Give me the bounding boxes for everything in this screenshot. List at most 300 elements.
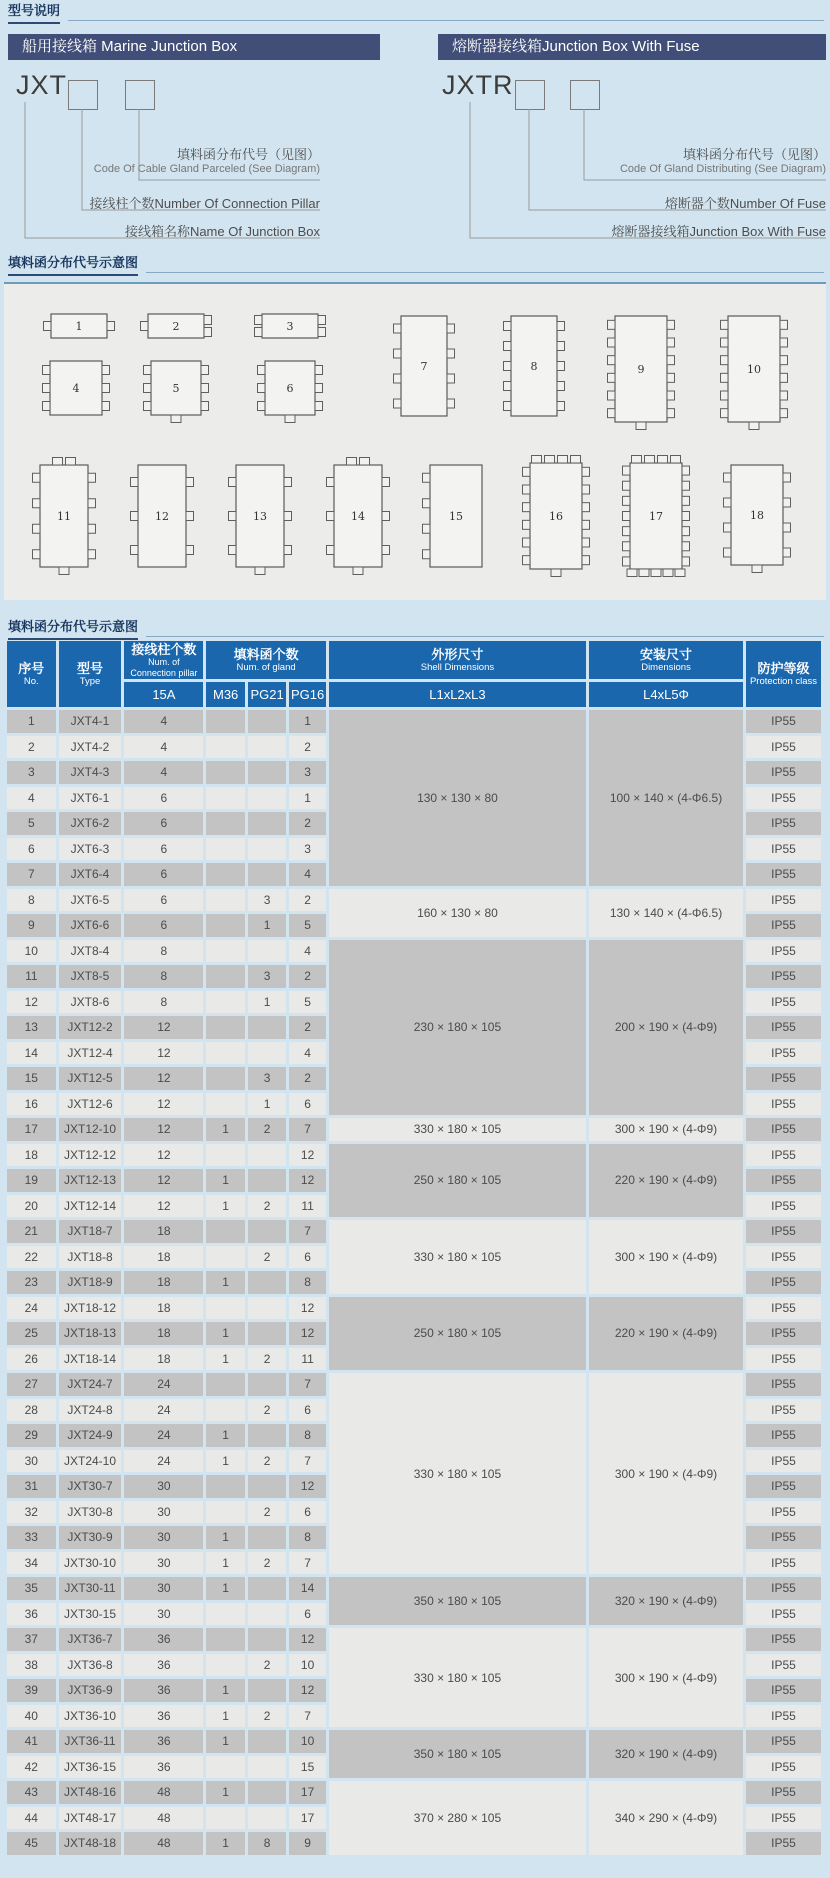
- cell-pg16: 12: [289, 1322, 325, 1345]
- diagram-section-title: 填料函分布代号示意图: [8, 252, 138, 276]
- row-type: JXT12-4: [59, 1042, 122, 1065]
- mounting-dimension-cell: 300 × 190 × (4-Φ9): [589, 1118, 743, 1141]
- cell-m36: [206, 787, 244, 810]
- protection-class-cell: IP55: [746, 1628, 821, 1651]
- row-type: JXT4-1: [59, 710, 122, 733]
- mounting-dimension-cell: 320 × 190 × (4-Φ9): [589, 1577, 743, 1625]
- mounting-dimension-cell: 320 × 190 × (4-Φ9): [589, 1730, 743, 1778]
- gland-layout-diagram-10: [720, 308, 788, 435]
- mounting-dimension-cell: 300 × 190 × (4-Φ9): [589, 1373, 743, 1574]
- cell-pg21: [248, 1628, 286, 1651]
- cell-pg16: 5: [289, 991, 325, 1014]
- shell-dimension-cell: 330 × 180 × 105: [329, 1628, 586, 1727]
- gland-diagram-panel: [4, 282, 826, 600]
- cell-15a: 18: [124, 1348, 203, 1371]
- cell-pg21: 1: [248, 1093, 286, 1116]
- cell-pg16: 2: [289, 1067, 325, 1090]
- cell-m36: [206, 1297, 244, 1320]
- cell-15a: 24: [124, 1450, 203, 1473]
- svg-text:13: 13: [253, 510, 267, 523]
- row-type: JXT48-17: [59, 1807, 122, 1830]
- row-type: JXT6-5: [59, 889, 122, 912]
- protection-class-cell: IP55: [746, 736, 821, 759]
- svg-text:10: 10: [747, 363, 761, 376]
- row-type: JXT4-2: [59, 736, 122, 759]
- cell-m36: [206, 1628, 244, 1651]
- cell-15a: 36: [124, 1756, 203, 1779]
- mounting-dimension-cell: 220 × 190 × (4-Φ9): [589, 1297, 743, 1371]
- protection-class-cell: IP55: [746, 940, 821, 963]
- row-no: 42: [7, 1756, 56, 1779]
- cell-15a: 24: [124, 1424, 203, 1447]
- gland-layout-diagram-6: [257, 353, 323, 428]
- cell-15a: 30: [124, 1552, 203, 1575]
- cell-m36: [206, 761, 244, 784]
- cell-pg21: 2: [248, 1450, 286, 1473]
- row-type: JXT4-3: [59, 761, 122, 784]
- cell-15a: 24: [124, 1373, 203, 1396]
- cell-pg16: 17: [289, 1807, 325, 1830]
- cell-pg21: [248, 1807, 286, 1830]
- row-no: 32: [7, 1501, 56, 1524]
- label-gland-code-zh: 填料函分布代号（见图）: [176, 147, 320, 162]
- row-type: JXT18-14: [59, 1348, 122, 1371]
- cell-m36: [206, 812, 244, 835]
- row-no: 33: [7, 1526, 56, 1549]
- svg-text:16: 16: [549, 510, 563, 523]
- cell-m36: 1: [206, 1450, 244, 1473]
- svg-text:12: 12: [155, 510, 169, 523]
- row-type: JXT30-15: [59, 1603, 122, 1626]
- cell-15a: 18: [124, 1297, 203, 1320]
- protection-class-cell: IP55: [746, 1169, 821, 1192]
- row-type: JXT18-13: [59, 1322, 122, 1345]
- cell-m36: 1: [206, 1118, 244, 1141]
- row-no: 7: [7, 863, 56, 886]
- svg-text:7: 7: [420, 360, 428, 373]
- cell-pg21: [248, 812, 286, 835]
- cell-m36: 1: [206, 1577, 244, 1600]
- svg-text:2: 2: [172, 320, 180, 333]
- row-no: 21: [7, 1220, 56, 1243]
- row-no: 5: [7, 812, 56, 835]
- row-no: 6: [7, 838, 56, 861]
- cell-15a: 30: [124, 1603, 203, 1626]
- mounting-dimension-cell: 100 × 140 × (4-Φ6.5): [589, 710, 743, 886]
- cell-pg21: [248, 838, 286, 861]
- cell-pg21: [248, 761, 286, 784]
- cell-pg21: [248, 1169, 286, 1192]
- cell-pg21: 3: [248, 965, 286, 988]
- cell-pg21: [248, 863, 286, 886]
- protection-class-cell: IP55: [746, 1781, 821, 1804]
- label-fuse-count: 熔断器个数Number Of Fuse: [664, 196, 826, 211]
- row-type: JXT36-7: [59, 1628, 122, 1651]
- row-no: 8: [7, 889, 56, 912]
- cell-pg21: [248, 1220, 286, 1243]
- cell-m36: 1: [206, 1424, 244, 1447]
- row-no: 2: [7, 736, 56, 759]
- cell-pg21: [248, 1730, 286, 1753]
- cell-m36: [206, 1603, 244, 1626]
- gland-layout-diagram-2: [140, 306, 212, 351]
- gland-layout-diagram-18: [723, 457, 791, 578]
- cell-pg21: [248, 787, 286, 810]
- gland-layout-diagram-3: [254, 306, 326, 351]
- row-no: 24: [7, 1297, 56, 1320]
- cell-m36: [206, 710, 244, 733]
- svg-text:18: 18: [750, 509, 764, 522]
- protection-class-cell: IP55: [746, 1297, 821, 1320]
- cell-15a: 18: [124, 1322, 203, 1345]
- cell-m36: [206, 1807, 244, 1830]
- cell-15a: 48: [124, 1781, 203, 1804]
- model-code-connector-lines: [0, 0, 830, 250]
- cell-pg21: 2: [248, 1348, 286, 1371]
- protection-class-cell: IP55: [746, 1730, 821, 1753]
- row-type: JXT12-5: [59, 1067, 122, 1090]
- cell-pg21: [248, 1679, 286, 1702]
- cell-m36: [206, 1093, 244, 1116]
- cell-15a: 4: [124, 710, 203, 733]
- cell-pg16: 10: [289, 1654, 325, 1677]
- cell-m36: 1: [206, 1730, 244, 1753]
- row-no: 34: [7, 1552, 56, 1575]
- cell-pg21: [248, 736, 286, 759]
- row-type: JXT6-6: [59, 914, 122, 937]
- cell-m36: 1: [206, 1348, 244, 1371]
- protection-class-cell: IP55: [746, 1526, 821, 1549]
- cell-pg21: 2: [248, 1195, 286, 1218]
- row-type: JXT12-14: [59, 1195, 122, 1218]
- cell-15a: 18: [124, 1271, 203, 1294]
- cell-pg16: 11: [289, 1195, 325, 1218]
- cell-pg21: 2: [248, 1552, 286, 1575]
- protection-class-cell: IP55: [746, 1195, 821, 1218]
- marine-junction-box-banner: 船用接线箱 Marine Junction Box: [8, 34, 380, 60]
- cell-m36: [206, 838, 244, 861]
- shell-dimension-cell: 350 × 180 × 105: [329, 1577, 586, 1625]
- cell-m36: [206, 1016, 244, 1039]
- row-type: JXT24-8: [59, 1399, 122, 1422]
- cell-pg16: 12: [289, 1144, 325, 1167]
- row-type: JXT6-1: [59, 787, 122, 810]
- row-type: JXT18-9: [59, 1271, 122, 1294]
- shell-dimension-cell: 160 × 130 × 80: [329, 889, 586, 937]
- cell-pg21: 3: [248, 1067, 286, 1090]
- cell-m36: 1: [206, 1195, 244, 1218]
- protection-class-cell: IP55: [746, 787, 821, 810]
- row-no: 22: [7, 1246, 56, 1269]
- gland-layout-diagram-5: [143, 353, 209, 428]
- cell-pg21: 2: [248, 1501, 286, 1524]
- cell-pg16: 8: [289, 1424, 325, 1447]
- mounting-dimension-cell: 130 × 140 × (4-Φ6.5): [589, 889, 743, 937]
- cell-15a: 12: [124, 1016, 203, 1039]
- row-type: JXT48-18: [59, 1832, 122, 1855]
- protection-class-cell: IP55: [746, 1093, 821, 1116]
- subheader-l4l5: L4xL5Φ: [589, 682, 743, 707]
- mounting-dimension-cell: 200 × 190 × (4-Φ9): [589, 940, 743, 1116]
- gland-layout-diagram-12: [130, 457, 194, 580]
- row-type: JXT36-15: [59, 1756, 122, 1779]
- cell-pg21: [248, 1322, 286, 1345]
- row-type: JXT30-7: [59, 1475, 122, 1498]
- cell-pg21: [248, 710, 286, 733]
- row-type: JXT48-16: [59, 1781, 122, 1804]
- label-box-name: 接线箱名称Name Of Junction Box: [124, 224, 320, 239]
- cell-15a: 8: [124, 940, 203, 963]
- col-header-pillar: 接线柱个数 Num. of Connection pillar: [124, 641, 203, 679]
- protection-class-cell: IP55: [746, 710, 821, 733]
- row-type: JXT6-3: [59, 838, 122, 861]
- shell-dimension-cell: 330 × 180 × 105: [329, 1373, 586, 1574]
- row-type: JXT30-10: [59, 1552, 122, 1575]
- cell-15a: 48: [124, 1832, 203, 1855]
- cell-pg16: 12: [289, 1297, 325, 1320]
- cell-15a: 6: [124, 838, 203, 861]
- shell-dimension-cell: 250 × 180 × 105: [329, 1144, 586, 1218]
- cell-m36: [206, 863, 244, 886]
- subheader-m36: M36: [206, 682, 244, 707]
- protection-class-cell: IP55: [746, 965, 821, 988]
- row-no: 25: [7, 1322, 56, 1345]
- cell-m36: [206, 1399, 244, 1422]
- protection-class-cell: IP55: [746, 1603, 821, 1626]
- row-no: 23: [7, 1271, 56, 1294]
- cell-m36: [206, 736, 244, 759]
- protection-class-cell: IP55: [746, 838, 821, 861]
- row-no: 16: [7, 1093, 56, 1116]
- mounting-dimension-cell: 340 × 290 × (4-Φ9): [589, 1781, 743, 1855]
- cell-pg16: 12: [289, 1628, 325, 1651]
- model-prefix-jxt: JXT: [16, 70, 68, 100]
- label-fuse-box-name: 熔断器接线箱Junction Box With Fuse: [611, 224, 826, 239]
- model-description-title: 型号说明: [8, 0, 60, 24]
- cell-15a: 24: [124, 1399, 203, 1422]
- svg-text:8: 8: [530, 360, 538, 373]
- subheader-15a: 15A: [124, 682, 203, 707]
- cell-15a: 12: [124, 1042, 203, 1065]
- protection-class-cell: IP55: [746, 1807, 821, 1830]
- cell-pg16: 3: [289, 761, 325, 784]
- row-no: 4: [7, 787, 56, 810]
- cell-pg21: 2: [248, 1654, 286, 1677]
- row-type: JXT30-11: [59, 1577, 122, 1600]
- cell-pg16: 2: [289, 889, 325, 912]
- cell-pg16: 7: [289, 1705, 325, 1728]
- cell-pg16: 10: [289, 1730, 325, 1753]
- row-no: 14: [7, 1042, 56, 1065]
- spec-table: [4, 638, 824, 1858]
- cell-15a: 6: [124, 787, 203, 810]
- protection-class-cell: IP55: [746, 761, 821, 784]
- cell-pg16: 4: [289, 1042, 325, 1065]
- cell-pg21: [248, 1475, 286, 1498]
- cell-pg21: 2: [248, 1399, 286, 1422]
- row-type: JXT12-12: [59, 1144, 122, 1167]
- svg-text:4: 4: [72, 382, 80, 395]
- cell-15a: 6: [124, 914, 203, 937]
- cell-m36: [206, 889, 244, 912]
- cell-m36: [206, 1501, 244, 1524]
- gland-layout-diagram-16: [522, 455, 590, 582]
- cell-15a: 6: [124, 812, 203, 835]
- cell-pg16: 14: [289, 1577, 325, 1600]
- row-no: 45: [7, 1832, 56, 1855]
- label-pillar-count: 接线柱个数Number Of Connection Pillar: [89, 196, 320, 211]
- gland-layout-diagram-11: [32, 457, 96, 580]
- shell-dimension-cell: 230 × 180 × 105: [329, 940, 586, 1116]
- cell-m36: 1: [206, 1832, 244, 1855]
- cell-m36: [206, 1246, 244, 1269]
- cell-pg21: [248, 1603, 286, 1626]
- cell-15a: 12: [124, 1195, 203, 1218]
- shell-dimension-cell: 330 × 180 × 105: [329, 1220, 586, 1294]
- table-section-title-row: [8, 620, 824, 640]
- row-no: 35: [7, 1577, 56, 1600]
- cell-pg21: [248, 1271, 286, 1294]
- cell-pg21: [248, 1042, 286, 1065]
- svg-text:14: 14: [351, 510, 365, 523]
- cell-pg16: 5: [289, 914, 325, 937]
- row-no: 31: [7, 1475, 56, 1498]
- cell-15a: 8: [124, 991, 203, 1014]
- svg-text:3: 3: [286, 320, 294, 333]
- mounting-dimension-cell: 300 × 190 × (4-Φ9): [589, 1220, 743, 1294]
- row-type: JXT6-4: [59, 863, 122, 886]
- row-no: 15: [7, 1067, 56, 1090]
- cell-m36: 1: [206, 1271, 244, 1294]
- shell-dimension-cell: 130 × 130 × 80: [329, 710, 586, 886]
- cell-pg21: 2: [248, 1118, 286, 1141]
- cell-m36: [206, 1144, 244, 1167]
- cell-15a: 8: [124, 965, 203, 988]
- row-no: 38: [7, 1654, 56, 1677]
- row-no: 27: [7, 1373, 56, 1396]
- cell-pg21: 3: [248, 889, 286, 912]
- row-type: JXT18-8: [59, 1246, 122, 1269]
- cell-pg16: 12: [289, 1169, 325, 1192]
- row-type: JXT36-9: [59, 1679, 122, 1702]
- gland-layout-diagram-15: [422, 457, 490, 580]
- cell-pg16: 2: [289, 812, 325, 835]
- mounting-dimension-cell: 300 × 190 × (4-Φ9): [589, 1628, 743, 1727]
- cell-pg16: 7: [289, 1552, 325, 1575]
- row-type: JXT12-10: [59, 1118, 122, 1141]
- row-no: 10: [7, 940, 56, 963]
- svg-text:9: 9: [637, 363, 645, 376]
- cell-pg21: [248, 1144, 286, 1167]
- col-header-no: 序号 No.: [7, 641, 56, 707]
- cell-m36: [206, 1067, 244, 1090]
- shell-dimension-cell: 250 × 180 × 105: [329, 1297, 586, 1371]
- row-no: 19: [7, 1169, 56, 1192]
- svg-text:15: 15: [449, 510, 463, 523]
- protection-class-cell: IP55: [746, 1552, 821, 1575]
- gland-layout-diagram-7: [393, 308, 455, 429]
- cell-pg21: [248, 1297, 286, 1320]
- mounting-dimension-cell: 220 × 190 × (4-Φ9): [589, 1144, 743, 1218]
- row-type: JXT8-5: [59, 965, 122, 988]
- row-no: 41: [7, 1730, 56, 1753]
- cell-pg16: 3: [289, 838, 325, 861]
- label-fuse-gland-code-en: Code Of Gland Distributing (See Diagram): [619, 163, 826, 175]
- cell-m36: [206, 1654, 244, 1677]
- row-no: 18: [7, 1144, 56, 1167]
- cell-pg16: 1: [289, 710, 325, 733]
- row-no: 12: [7, 991, 56, 1014]
- row-type: JXT36-11: [59, 1730, 122, 1753]
- cell-pg16: 11: [289, 1348, 325, 1371]
- row-no: 20: [7, 1195, 56, 1218]
- cell-pg16: 17: [289, 1781, 325, 1804]
- cell-pg16: 6: [289, 1093, 325, 1116]
- cell-pg16: 2: [289, 965, 325, 988]
- cell-pg16: 7: [289, 1220, 325, 1243]
- row-no: 26: [7, 1348, 56, 1371]
- row-type: JXT36-10: [59, 1705, 122, 1728]
- gland-layout-diagram-13: [228, 457, 292, 580]
- protection-class-cell: IP55: [746, 991, 821, 1014]
- subheader-pg16: PG16: [289, 682, 325, 707]
- protection-class-cell: IP55: [746, 812, 821, 835]
- row-type: JXT24-10: [59, 1450, 122, 1473]
- row-no: 40: [7, 1705, 56, 1728]
- row-no: 29: [7, 1424, 56, 1447]
- cell-pg16: 1: [289, 787, 325, 810]
- protection-class-cell: IP55: [746, 1832, 821, 1855]
- cell-pg16: 2: [289, 1016, 325, 1039]
- row-no: 44: [7, 1807, 56, 1830]
- gland-layout-diagram-4: [42, 353, 110, 428]
- shell-dimension-cell: 350 × 180 × 105: [329, 1730, 586, 1778]
- svg-text:17: 17: [649, 510, 663, 523]
- row-no: 30: [7, 1450, 56, 1473]
- cell-m36: 1: [206, 1526, 244, 1549]
- table-section-title: 填料函分布代号示意图: [8, 616, 138, 640]
- cell-15a: 12: [124, 1093, 203, 1116]
- protection-class-cell: IP55: [746, 1399, 821, 1422]
- cell-pg16: 15: [289, 1756, 325, 1779]
- cell-pg21: 1: [248, 914, 286, 937]
- row-no: 3: [7, 761, 56, 784]
- diagram-section-title-row: [8, 256, 824, 276]
- cell-pg16: 12: [289, 1679, 325, 1702]
- row-type: JXT8-6: [59, 991, 122, 1014]
- label-gland-code-en: Code Of Cable Gland Parceled (See Diagram): [93, 163, 320, 175]
- row-no: 37: [7, 1628, 56, 1651]
- cell-15a: 48: [124, 1807, 203, 1830]
- row-no: 11: [7, 965, 56, 988]
- cell-15a: 30: [124, 1577, 203, 1600]
- model-prefix-jxtr: JXTR: [442, 70, 514, 100]
- cell-15a: 30: [124, 1475, 203, 1498]
- cell-pg16: 6: [289, 1603, 325, 1626]
- cell-15a: 4: [124, 761, 203, 784]
- cell-15a: 36: [124, 1628, 203, 1651]
- cell-pg16: 12: [289, 1475, 325, 1498]
- row-type: JXT30-8: [59, 1501, 122, 1524]
- shell-dimension-cell: 330 × 180 × 105: [329, 1118, 586, 1141]
- protection-class-cell: IP55: [746, 863, 821, 886]
- svg-text:11: 11: [57, 510, 71, 523]
- col-header-protection: 防护等级 Protection class: [746, 641, 821, 707]
- cell-pg21: [248, 940, 286, 963]
- protection-class-cell: IP55: [746, 1016, 821, 1039]
- row-no: 36: [7, 1603, 56, 1626]
- cell-pg16: 7: [289, 1118, 325, 1141]
